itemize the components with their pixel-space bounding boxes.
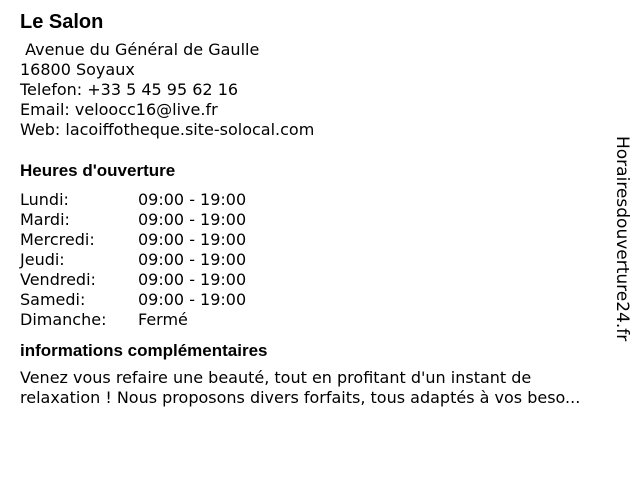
email-address[interactable]: veloocc16@live.fr — [74, 100, 218, 119]
business-card — [20, 8, 632, 408]
postal-city: 16800 Soyaux — [20, 60, 135, 79]
day-label: Vendredi: — [20, 270, 96, 289]
time-value: 09:00 - 19:00 — [138, 190, 247, 209]
business-name: Le Salon — [20, 11, 104, 33]
phone-number[interactable]: +33 5 45 95 62 16 — [87, 80, 239, 99]
day-label: Jeudi: — [20, 250, 65, 269]
web-link[interactable]: lacoiffotheque.site-solocal.com — [65, 120, 315, 139]
day-label: Samedi: — [20, 290, 86, 309]
web-label: Web: — [20, 120, 61, 139]
time-value: 09:00 - 19:00 — [138, 250, 247, 269]
hours-row-saturday — [20, 290, 632, 310]
contact-block — [20, 40, 632, 140]
info-line-2: relaxation ! Nous proposons divers forfaits, tous adaptés à vos beso... — [20, 388, 581, 407]
phone-label: Telefon: — [20, 80, 83, 99]
hours-table — [20, 190, 632, 330]
day-label: Mercredi: — [20, 230, 95, 249]
hours-row-thursday — [20, 250, 632, 270]
web-line — [20, 120, 632, 140]
hours-heading: Heures d'ouverture — [20, 161, 176, 180]
day-label: Dimanche: — [20, 310, 107, 329]
info-heading: informations complémentaires — [20, 341, 268, 360]
phone-line — [20, 80, 632, 100]
time-value: 09:00 - 19:00 — [138, 290, 247, 309]
email-label: Email: — [20, 100, 70, 119]
info-description — [20, 368, 632, 408]
time-value: Fermé — [138, 310, 188, 329]
hours-row-friday — [20, 270, 632, 290]
day-label: Mardi: — [20, 210, 70, 229]
hours-row-monday — [20, 190, 632, 210]
info-line-1: Venez vous refaire une beauté, tout en profitant d'un instant de — [20, 368, 532, 387]
email-line — [20, 100, 632, 120]
day-label: Lundi: — [20, 190, 69, 209]
hours-row-tuesday — [20, 210, 632, 230]
hours-row-sunday — [20, 310, 632, 330]
time-value: 09:00 - 19:00 — [138, 230, 247, 249]
hours-row-wednesday — [20, 230, 632, 250]
address-line: Avenue du Général de Gaulle — [20, 40, 260, 59]
time-value: 09:00 - 19:00 — [138, 210, 247, 229]
watermark-text: Horairesdouverture24.fr — [612, 136, 632, 342]
time-value: 09:00 - 19:00 — [138, 270, 247, 289]
